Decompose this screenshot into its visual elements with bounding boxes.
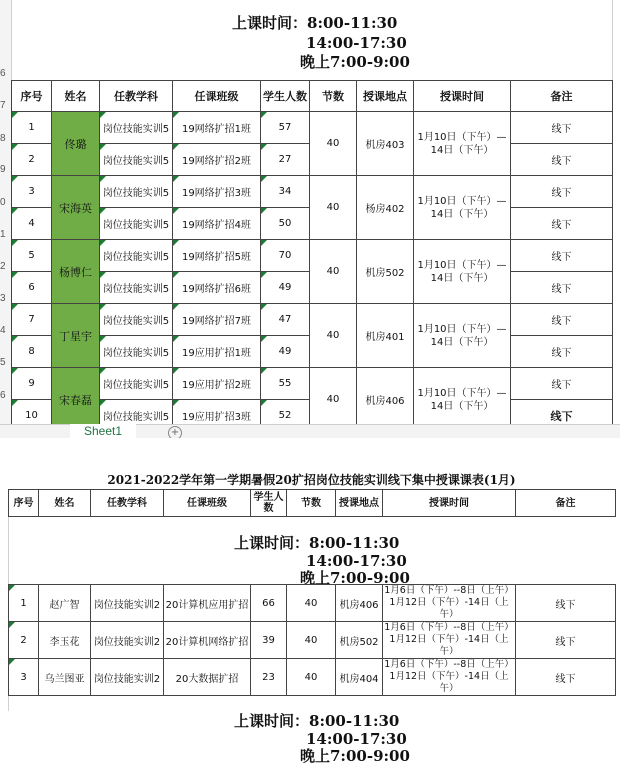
cell-time[interactable]: 1月10日（下午）—14日（下午） <box>414 240 511 304</box>
class-time-line-2: 14:00-17:30 <box>306 34 407 52</box>
class-time-line-2: 14:00-17:30 <box>306 552 407 570</box>
time-line: 1月6日（下午）--8日（上午） <box>384 659 514 670</box>
row-number[interactable]: 1 <box>0 229 6 240</box>
cell-class[interactable]: 20大数据扩招 <box>164 659 251 696</box>
cell-teacher-name[interactable]: 宋海英 <box>52 176 100 240</box>
cell-note[interactable]: 线下 <box>511 208 613 240</box>
cell-subject[interactable]: 岗位技能实训5 <box>100 272 173 304</box>
header-cell[interactable]: 节数 <box>287 490 336 517</box>
cell-note[interactable]: 线下 <box>511 240 613 272</box>
cell-no[interactable]: 5 <box>12 240 52 272</box>
cell-subject[interactable]: 岗位技能实训5 <box>100 176 173 208</box>
cell-students[interactable]: 55 <box>261 368 310 400</box>
schedule-table <box>8 584 616 696</box>
cell-class[interactable]: 19网络扩招3班 <box>173 176 261 208</box>
cell-subject[interactable]: 岗位技能实训5 <box>100 144 173 176</box>
cell-no[interactable]: 1 <box>12 112 52 144</box>
cell-no[interactable]: 2 <box>12 144 52 176</box>
header-cell[interactable]: 姓名 <box>39 490 91 517</box>
time-line: 1月6日（下午）--8日（上午） <box>384 585 514 596</box>
time-line: 1月12日（下午）-14日（上午） <box>389 597 509 620</box>
cell-teacher-name[interactable]: 乌兰图亚 <box>39 659 91 696</box>
row-number[interactable]: 4 <box>0 325 6 336</box>
row-number[interactable]: 9 <box>0 164 6 175</box>
cell-no[interactable]: 3 <box>12 176 52 208</box>
cell-room[interactable]: 机房406 <box>357 368 414 432</box>
cell-class[interactable]: 19网络扩招7班 <box>173 304 261 336</box>
add-sheet-icon[interactable]: + <box>168 426 182 438</box>
cell-students[interactable]: 50 <box>261 208 310 240</box>
header-cell[interactable]: 学生人数 <box>261 81 310 112</box>
table-row <box>9 585 616 622</box>
header-cell[interactable]: 任教学科 <box>100 81 173 112</box>
cell-teacher-name[interactable]: 李玉花 <box>39 622 91 659</box>
cell-time[interactable]: 1月10日（下午）—14日（下午） <box>414 112 511 176</box>
cell-lessons[interactable]: 40 <box>287 585 336 622</box>
table-row <box>12 240 613 272</box>
table-row <box>12 368 613 400</box>
cell-room[interactable]: 杨房402 <box>357 176 414 240</box>
cell-students[interactable]: 66 <box>251 585 287 622</box>
header-cell[interactable]: 任课班级 <box>164 490 251 517</box>
cell-students[interactable]: 47 <box>261 304 310 336</box>
cell-note[interactable]: 线下 <box>511 368 613 400</box>
header-cell[interactable]: 备注 <box>511 81 613 112</box>
header-cell[interactable]: 节数 <box>310 81 357 112</box>
cell-no[interactable]: 8 <box>12 336 52 368</box>
class-time-line-3: 晚上7:00-9:00 <box>300 53 410 71</box>
row-number[interactable]: 5 <box>0 357 6 368</box>
header-cell[interactable]: 任教学科 <box>91 490 164 517</box>
cell-subject[interactable]: 岗位技能实训5 <box>100 304 173 336</box>
cell-class[interactable]: 20计算机应用扩招 <box>164 585 251 622</box>
time-line: 1月6日（下午）--8日（上午） <box>384 622 514 633</box>
table-row <box>9 622 616 659</box>
header-cell[interactable]: 序号 <box>12 81 52 112</box>
cell-note[interactable]: 线下 <box>511 176 613 208</box>
cell-class[interactable]: 19应用扩招2班 <box>173 368 261 400</box>
class-time-line-1: 上课时间：8:00-11:30 <box>232 14 398 32</box>
cell-room[interactable]: 机房404 <box>336 659 383 696</box>
cell-students[interactable]: 27 <box>261 144 310 176</box>
cell-no[interactable]: 4 <box>12 208 52 240</box>
table-row <box>12 304 613 336</box>
cell-class[interactable]: 20计算机网络扩招 <box>164 622 251 659</box>
cell-no[interactable]: 1 <box>9 585 39 622</box>
cell-note[interactable]: 线下 <box>511 112 613 144</box>
table-header-row <box>9 490 616 517</box>
header-cell[interactable]: 授课时间 <box>414 81 511 112</box>
cell-lessons[interactable]: 40 <box>310 304 357 368</box>
cell-teacher-name[interactable]: 丁星宇 <box>52 304 100 368</box>
cell-lessons[interactable]: 40 <box>287 659 336 696</box>
class-time-line-1: 上课时间：8:00-11:30 <box>234 534 400 552</box>
cell-no[interactable]: 6 <box>12 272 52 304</box>
cell-class[interactable]: 19网络扩招6班 <box>173 272 261 304</box>
cell-teacher-name[interactable]: 赵广智 <box>39 585 91 622</box>
cell-no[interactable]: 7 <box>12 304 52 336</box>
table-row <box>12 112 613 144</box>
cell-note[interactable]: 线下 <box>516 659 616 696</box>
class-time-line-1: 上课时间：8:00-11:30 <box>234 712 400 730</box>
cell-subject[interactable]: 岗位技能实训2 <box>91 659 164 696</box>
cell-class[interactable]: 19网络扩招5班 <box>173 240 261 272</box>
cell-class[interactable]: 19网络扩招1班 <box>173 112 261 144</box>
cell-students[interactable]: 23 <box>251 659 287 696</box>
cell-lessons[interactable]: 40 <box>310 176 357 240</box>
header-cell[interactable]: 学生人数 <box>251 490 287 517</box>
cell-no[interactable]: 10 <box>12 400 52 432</box>
time-line: 1月12日（下午）-14日（上午） <box>389 634 509 657</box>
cell-time[interactable]: 1月10日（下午）—14日（下午） <box>414 368 511 432</box>
cell-students[interactable]: 49 <box>261 336 310 368</box>
cell-no[interactable]: 3 <box>9 659 39 696</box>
cell-subject[interactable]: 岗位技能实训5 <box>100 400 173 432</box>
header-cell[interactable]: 授课时间 <box>383 490 516 517</box>
cell-teacher-name[interactable]: 佟璐 <box>52 112 100 176</box>
row-number[interactable]: 7 <box>0 100 6 111</box>
cell-note[interactable]: 线下 <box>511 144 613 176</box>
schedule-table <box>11 80 613 432</box>
cell-subject[interactable]: 岗位技能实训5 <box>100 112 173 144</box>
cell-time[interactable] <box>383 585 516 622</box>
cell-lessons[interactable]: 40 <box>310 368 357 432</box>
header-cell[interactable]: 任课班级 <box>173 81 261 112</box>
cell-subject[interactable]: 岗位技能实训5 <box>100 240 173 272</box>
cell-note[interactable]: 线下 <box>516 585 616 622</box>
class-time-line-2: 14:00-17:30 <box>306 730 407 748</box>
header-cell[interactable]: 备注 <box>516 490 616 517</box>
cell-lessons[interactable]: 40 <box>310 240 357 304</box>
cell-class[interactable]: 19应用扩招1班 <box>173 336 261 368</box>
cell-students[interactable]: 70 <box>261 240 310 272</box>
table-row <box>12 176 613 208</box>
header-cell[interactable]: 姓名 <box>52 81 100 112</box>
row-number[interactable]: 2 <box>0 261 6 272</box>
row-number[interactable]: 0 <box>0 197 6 208</box>
cell-note[interactable]: 线下 <box>511 272 613 304</box>
row-number[interactable]: 3 <box>0 293 6 304</box>
header-cell[interactable]: 授课地点 <box>336 490 383 517</box>
cell-class[interactable]: 19应用扩招3班 <box>173 400 261 432</box>
cell-subject[interactable]: 岗位技能实训5 <box>100 336 173 368</box>
cell-room[interactable]: 机房502 <box>336 622 383 659</box>
cell-teacher-name[interactable]: 杨博仁 <box>52 240 100 304</box>
row-number[interactable]: 6 <box>0 68 6 79</box>
cell-students[interactable]: 57 <box>261 112 310 144</box>
cell-time[interactable] <box>383 622 516 659</box>
sheet-tab[interactable]: Sheet1 <box>70 424 136 438</box>
cell-note[interactable]: 线下 <box>511 304 613 336</box>
cell-room[interactable]: 机房502 <box>357 240 414 304</box>
cell-time[interactable]: 1月10日（下午）—14日（下午） <box>414 304 511 368</box>
table-row <box>9 659 616 696</box>
schedule-title: 2021-2022学年第一学期暑假20扩招岗位技能实训线下集中授课课表(1月) <box>8 471 615 490</box>
cell-students[interactable]: 52 <box>261 400 310 432</box>
cell-students[interactable]: 39 <box>251 622 287 659</box>
cell-time[interactable] <box>383 659 516 696</box>
cell-room[interactable]: 机房406 <box>336 585 383 622</box>
header-cell[interactable]: 授课地点 <box>357 81 414 112</box>
cell-no[interactable]: 2 <box>9 622 39 659</box>
cell-lessons[interactable]: 40 <box>287 622 336 659</box>
class-time-line-3: 晚上7:00-9:00 <box>300 569 410 587</box>
cell-subject[interactable]: 岗位技能实训5 <box>100 208 173 240</box>
class-time-line-3: 晚上7:00-9:00 <box>300 747 410 765</box>
cell-room[interactable]: 机房401 <box>357 304 414 368</box>
table-header-row <box>12 81 613 112</box>
cell-teacher-name[interactable]: 宋春磊 <box>52 368 100 432</box>
cell-class[interactable]: 19网络扩招4班 <box>173 208 261 240</box>
cell-students[interactable]: 34 <box>261 176 310 208</box>
cell-note[interactable]: 线下 <box>511 400 613 432</box>
cell-students[interactable]: 49 <box>261 272 310 304</box>
cell-lessons[interactable]: 40 <box>310 112 357 176</box>
time-line: 1月12日（下午）-14日（上午） <box>389 671 509 694</box>
cell-note[interactable]: 线下 <box>516 622 616 659</box>
cell-subject[interactable]: 岗位技能实训5 <box>100 368 173 400</box>
cell-subject[interactable]: 岗位技能实训2 <box>91 622 164 659</box>
row-number[interactable]: 8 <box>0 133 6 144</box>
cell-room[interactable]: 机房403 <box>357 112 414 176</box>
row-number[interactable]: 6 <box>0 390 6 401</box>
schedule-header-table <box>8 489 616 517</box>
header-cell[interactable]: 序号 <box>9 490 39 517</box>
cell-class[interactable]: 19网络扩招2班 <box>173 144 261 176</box>
cell-note[interactable]: 线下 <box>511 336 613 368</box>
cell-time[interactable]: 1月10日（下午）—14日（下午） <box>414 176 511 240</box>
cell-subject[interactable]: 岗位技能实训2 <box>91 585 164 622</box>
cell-no[interactable]: 9 <box>12 368 52 400</box>
